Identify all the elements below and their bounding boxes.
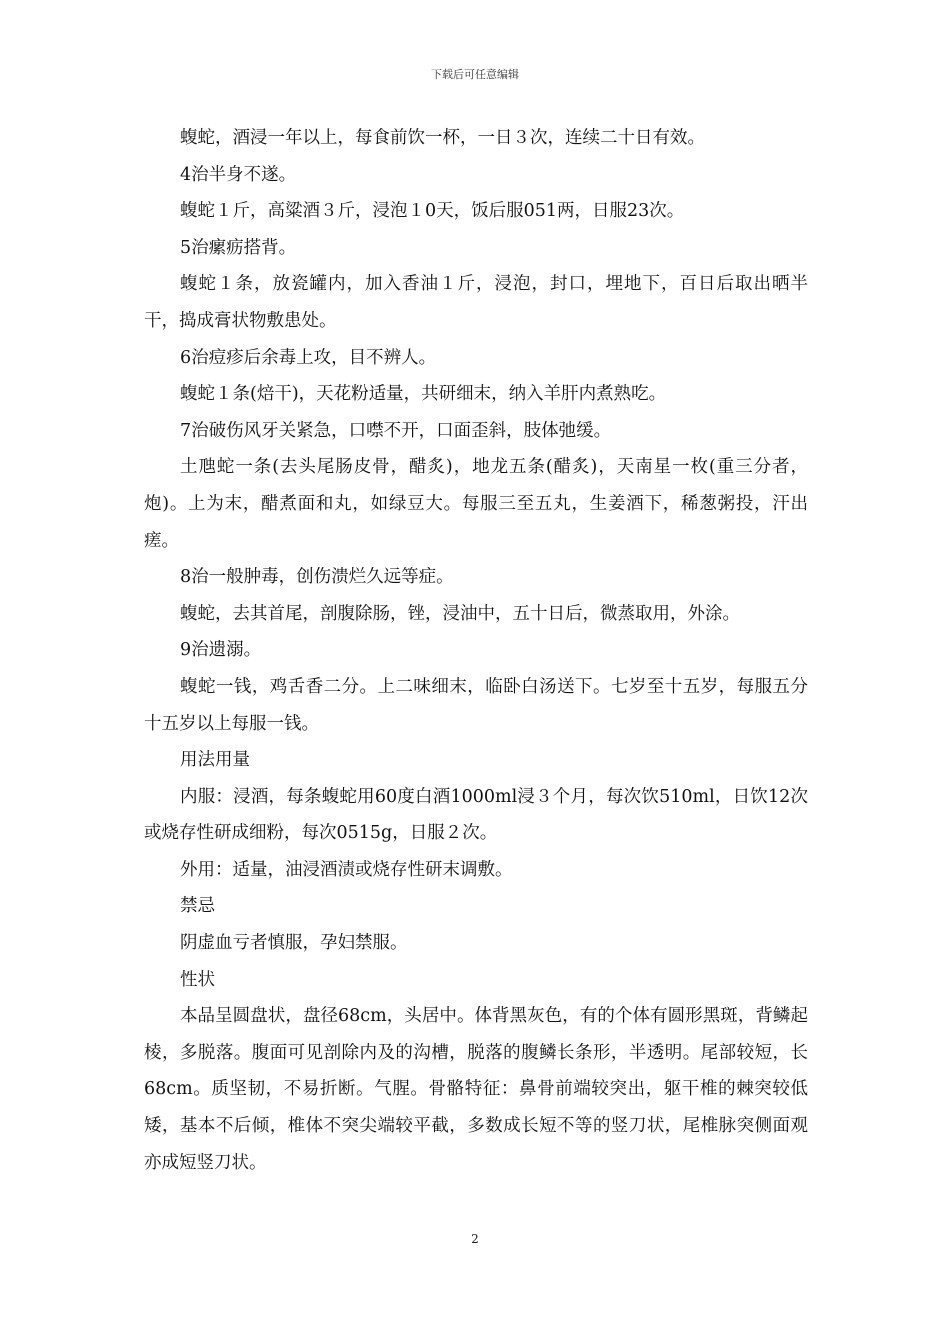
paragraph: 4治半身不遂。	[180, 164, 297, 185]
paragraph: 8治一般肿毒，创伤溃烂久远等症。	[180, 567, 454, 588]
paragraph: 蝮蛇１条，放瓷罐内，加入香油１斤，浸泡，封口，埋地下，百日后取出晒半干，捣成膏状物敷患处。	[144, 274, 808, 331]
page-number: 2	[471, 1232, 479, 1246]
section-heading: 禁忌	[180, 896, 215, 917]
page-header: 下载后可任意编辑	[431, 68, 519, 81]
paragraph: 本品呈圆盘状，盘径68cm，头居中。体背黑灰色，有的个体有圆形黑斑，背鳞起棱，多脱落。腹面可见剖除内及的沟槽，脱落的腹鳞长条形，半透明。尾部较短，长68cm。质坚韧，不易折断。气腥。骨骼特征：鼻骨前端较突出，躯干椎的棘突较低矮，基本不后倾，椎体不突尖端较平截，多数成长短不等的竖刀状，尾椎脉突侧面观亦成短竖刀状。	[144, 1006, 808, 1173]
paragraph: 蝮蛇１斤，高粱酒３斤，浸泡１0天，饭后服051两，日服23次。	[180, 201, 685, 222]
paragraph: 外用：适量，油浸酒渍或烧存性研末调敷。	[180, 859, 513, 880]
paragraph: 6治痘疹后余毒上攻，目不辨人。	[180, 347, 437, 368]
paragraph: 5治瘰疬搭背。	[180, 237, 297, 258]
section-heading: 性状	[180, 969, 215, 990]
section-heading: 用法用量	[180, 750, 250, 771]
paragraph: 9治遗溺。	[180, 640, 262, 661]
paragraph: 内服：浸酒，每条蝮蛇用60度白酒1000ml浸３个月，每次饮510ml，日饮12次或烧存性研成细粉，每次0515g，日服２次。	[144, 786, 808, 844]
paragraph: 阴虚血亏者慎服，孕妇禁服。	[180, 933, 408, 954]
paragraph: 蝮蛇，去其首尾，剖腹除肠，锉，浸油中，五十日后，微蒸取用，外涂。	[180, 603, 740, 624]
paragraph: 7治破伤风牙关紧急，口噤不开，口面歪斜，肢体弛缓。	[180, 420, 612, 441]
paragraph: 土虺蛇一条(去头尾肠皮骨，醋炙)，地龙五条(醋炙)，天南星一枚(重三分者，炮)。上为末，醋煮面和丸，如绿豆大。每服三至五丸，生姜酒下，稀葱粥投，汗出瘥。	[144, 457, 808, 551]
paragraph: 蝮蛇１条(焙干)，天花粉适量，共研细末，纳入羊肝内煮熟吃。	[180, 384, 667, 405]
document-body	[144, 120, 808, 1181]
paragraph: 蝮蛇一钱，鸡舌香二分。上二味细末，临卧白汤送下。七岁至十五岁，每服五分十五岁以上每服一钱。	[144, 676, 808, 734]
paragraph: 蝮蛇，酒浸一年以上，每食前饮一杯，一日３次，连续二十日有效。	[180, 128, 705, 148]
